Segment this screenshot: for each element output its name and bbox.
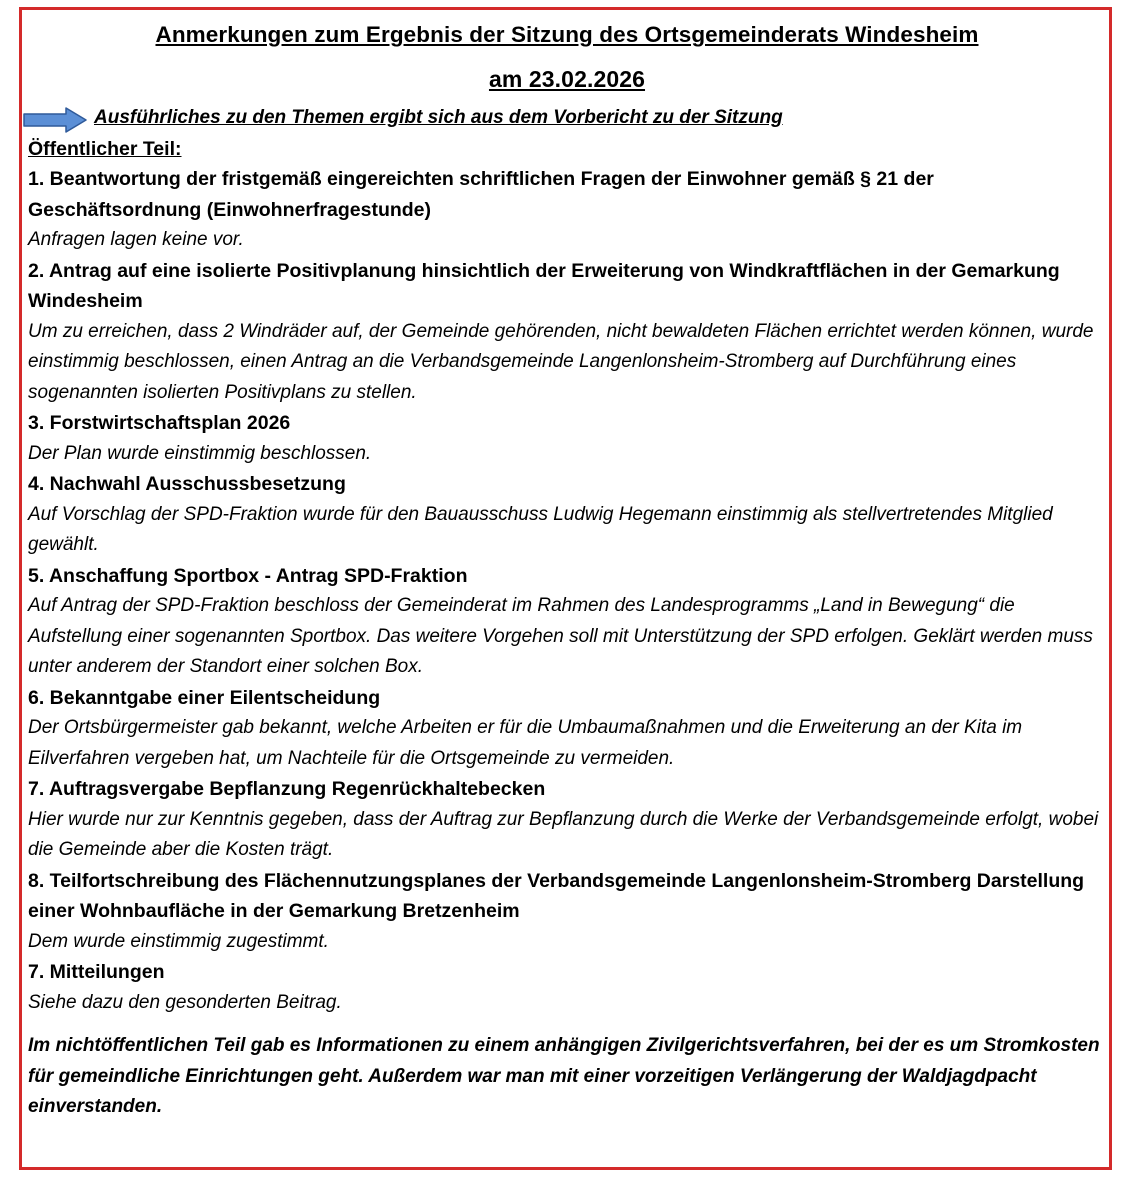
document-content — [28, 16, 1106, 1123]
hint-row — [28, 104, 1106, 134]
agenda-item-heading: 8. Teilfortschreibung des Flächennutzungsplanes der Verbandsgemeinde Langenlonsheim-Stromberg Darstellung einer Wohnbaufläche in der Gemarkung Bretzenheim — [28, 869, 1085, 922]
agenda-item-text: Siehe dazu den gesonderten Beitrag. — [28, 991, 342, 1013]
agenda-item-text: Auf Vorschlag der SPD-Fraktion wurde für den Bauausschuss Ludwig Hegemann einstimmig als stellvertretendes Mitglied gewählt. — [28, 503, 1053, 555]
agenda-item — [28, 561, 1106, 683]
right-arrow-icon — [22, 107, 90, 133]
agenda-item-heading: 5. Anschaffung Sportbox - Antrag SPD-Fraktion — [28, 564, 468, 587]
agenda-item-heading: 4. Nachwahl Ausschussbesetzung — [28, 473, 346, 495]
agenda-item — [28, 774, 1106, 866]
agenda-item-heading: 3. Forstwirtschaftsplan 2026 — [28, 412, 291, 434]
agenda-item — [28, 957, 1106, 1018]
agenda-list — [28, 164, 1106, 1018]
agenda-item-heading: 7. Auftragsvergabe Bepflanzung Regenrückhaltebecken — [28, 778, 546, 800]
agenda-item-text: Der Plan wurde einstimmig beschlossen. — [28, 442, 372, 464]
agenda-item-text: Anfragen lagen keine vor. — [28, 229, 244, 250]
agenda-item-text: Dem wurde einstimmig zugestimmt. — [28, 930, 329, 952]
agenda-item — [28, 866, 1106, 958]
agenda-item-heading: 1. Beantwortung der fristgemäß eingereichten schriftlichen Fragen der Einwohner gemäß § 21 der Geschäftsordnung (Einwohnerfragestunde) — [28, 168, 934, 221]
agenda-item-text: Der Ortsbürgermeister gab bekannt, welche Arbeiten er für die Umbaumaßnahmen und die Erweiterung an der Kita im Eilverfahren vergeben hat, um Nachteile für die Ortsgemeinde zu vermeiden. — [28, 717, 1023, 769]
agenda-item — [28, 683, 1106, 775]
hint-text: Ausführliches zu den Themen ergibt sich aus dem Vorbericht zu der Sitzung — [94, 107, 783, 128]
agenda-item-heading: 7. Mitteilungen — [28, 961, 165, 983]
agenda-item-heading: 2. Antrag auf eine isolierte Positivplanung hinsichtlich der Erweiterung von Windkraftflächen in der Gemarkung Windesheim — [28, 259, 1060, 312]
agenda-item-text: Auf Antrag der SPD-Fraktion beschloss der Gemeinderat im Rahmen des Landesprogramms „Land in Bewegung“ die Aufstellung einer sogenannten Sportbox. Das weitere Vorgehen soll mit Unterstützung der SPD erfolgen. Geklärt werden muss unter anderem der Standort einer solchen Box. — [28, 595, 1093, 677]
agenda-item — [28, 469, 1106, 561]
agenda-item — [28, 256, 1106, 409]
meeting-date: am 23.02.2026 — [488, 66, 646, 92]
closing-paragraph: Im nichtöffentlichen Teil gab es Informationen zu einem anhängigen Zivilgerichtsverfahren, bei der es um Stromkosten für gemeindliche Einrichtungen geht. Außerdem war man mit einer vorzeitigen Verlängerung der Waldjagdpacht einverstanden. — [28, 1035, 1100, 1117]
section-heading-public: Öffentlicher Teil: — [28, 138, 182, 160]
agenda-item-text: Hier wurde nur zur Kenntnis gegeben, dass der Auftrag zur Bepflanzung durch die Werke der Verbandsgemeinde erfolgt, wobei die Gemeinde aber die Kosten trägt. — [28, 808, 1099, 860]
agenda-item-text: Um zu erreichen, dass 2 Windräder auf, der Gemeinde gehörenden, nicht bewaldeten Flächen errichtet werden können, wurde einstimmig beschlossen, einen Antrag an die Verbandsgemeinde Langenlonsheim-Stromberg auf Durchführung eines sogenannten isolierten Positivplans zu stellen. — [28, 320, 1094, 403]
agenda-item-heading: 6. Bekanntgabe einer Eilentscheidung — [28, 686, 381, 709]
agenda-item — [28, 164, 1106, 256]
agenda-item — [28, 408, 1106, 469]
document-title: Anmerkungen zum Ergebnis der Sitzung des Ortsgemeinderats Windesheim — [155, 22, 979, 47]
